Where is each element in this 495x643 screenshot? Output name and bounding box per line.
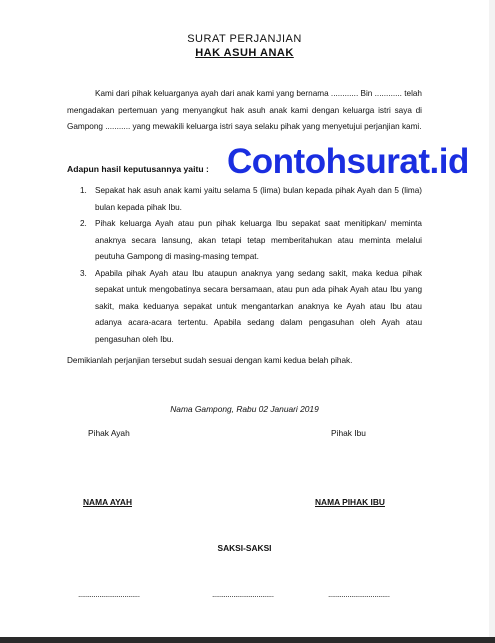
witness-signature-line: ................................ [78, 589, 140, 599]
list-text: Pihak keluarga Ayah atau pun pihak keluarga Ibu sepakat saat menitipkan/ meminta anaknya secara lansung, akan tetapi tetap memberitahukan atau meminta melalui peutuha Gampong di masing-masing tempat. [95, 219, 422, 261]
list-number: 2. [80, 219, 87, 228]
signature-name-father: NAMA AYAH [83, 497, 133, 507]
document-title: SURAT PERJANJIAN [187, 33, 302, 45]
intro-paragraph: Kami dari pihak keluarganya ayah dari anak kami yang bernama ............ Bin ............ telah mengadakan pertemuan yang menyangkut hak asuh anak kami dengan keluarga istri saya di Gampong ........... yang mewakili keluarga istri saya selaku pihak yang menyetujui perjanjian kami. [67, 89, 422, 131]
list-item [67, 216, 422, 266]
party-label-father: Pihak Ayah [88, 428, 130, 438]
closing-sentence: Demikianlah perjanjian tersebut sudah sesuai dengan kami kedua belah pihak. [67, 356, 353, 365]
list-number: 3. [80, 268, 87, 278]
list-item [67, 266, 422, 349]
witness-signature-line: ................................ [328, 589, 390, 599]
list-text: Apabila pihak Ayah atau Ibu ataupun anaknya yang sedang sakit, maka kedua pihak sepakat untuk mengobatinya secara bersamaan, atau pun ada pihak Ayah atau Ibu yang sakit, maka keduanya sepakat untuk mengantarkan anaknya ke Ayah atau Ibu atau adanya acara-acara tertentu. Apabila sedang dalam pengasuhan oleh Ayah atau pengasuhan oleh Ibu. [95, 268, 422, 344]
scrollbar-track[interactable] [489, 0, 495, 643]
document-subtitle: HAK ASUH ANAK [195, 47, 294, 59]
status-bar [0, 637, 495, 643]
witness-title: SAKSI-SAKSI [217, 543, 272, 553]
list-number: 1. [80, 186, 87, 195]
agreement-list [67, 183, 422, 348]
watermark-logo: Contohsurat.id [227, 142, 469, 181]
list-text: Sepakat hak asuh anak kami yaitu selama 5 (lima) bulan kepada pihak Ayah dan 5 (lima) bulan kepada pihak Ibu. [95, 186, 422, 212]
place-date: Nama Gampong, Rabu 02 Januari 2019 [170, 404, 319, 414]
witness-signature-line: ................................ [212, 589, 274, 599]
party-label-mother: Pihak Ibu [331, 428, 366, 438]
signature-name-mother: NAMA PIHAK IBU [315, 497, 385, 507]
list-item [67, 183, 422, 216]
results-heading: Adapun hasil keputusannya yaitu : [67, 164, 209, 174]
